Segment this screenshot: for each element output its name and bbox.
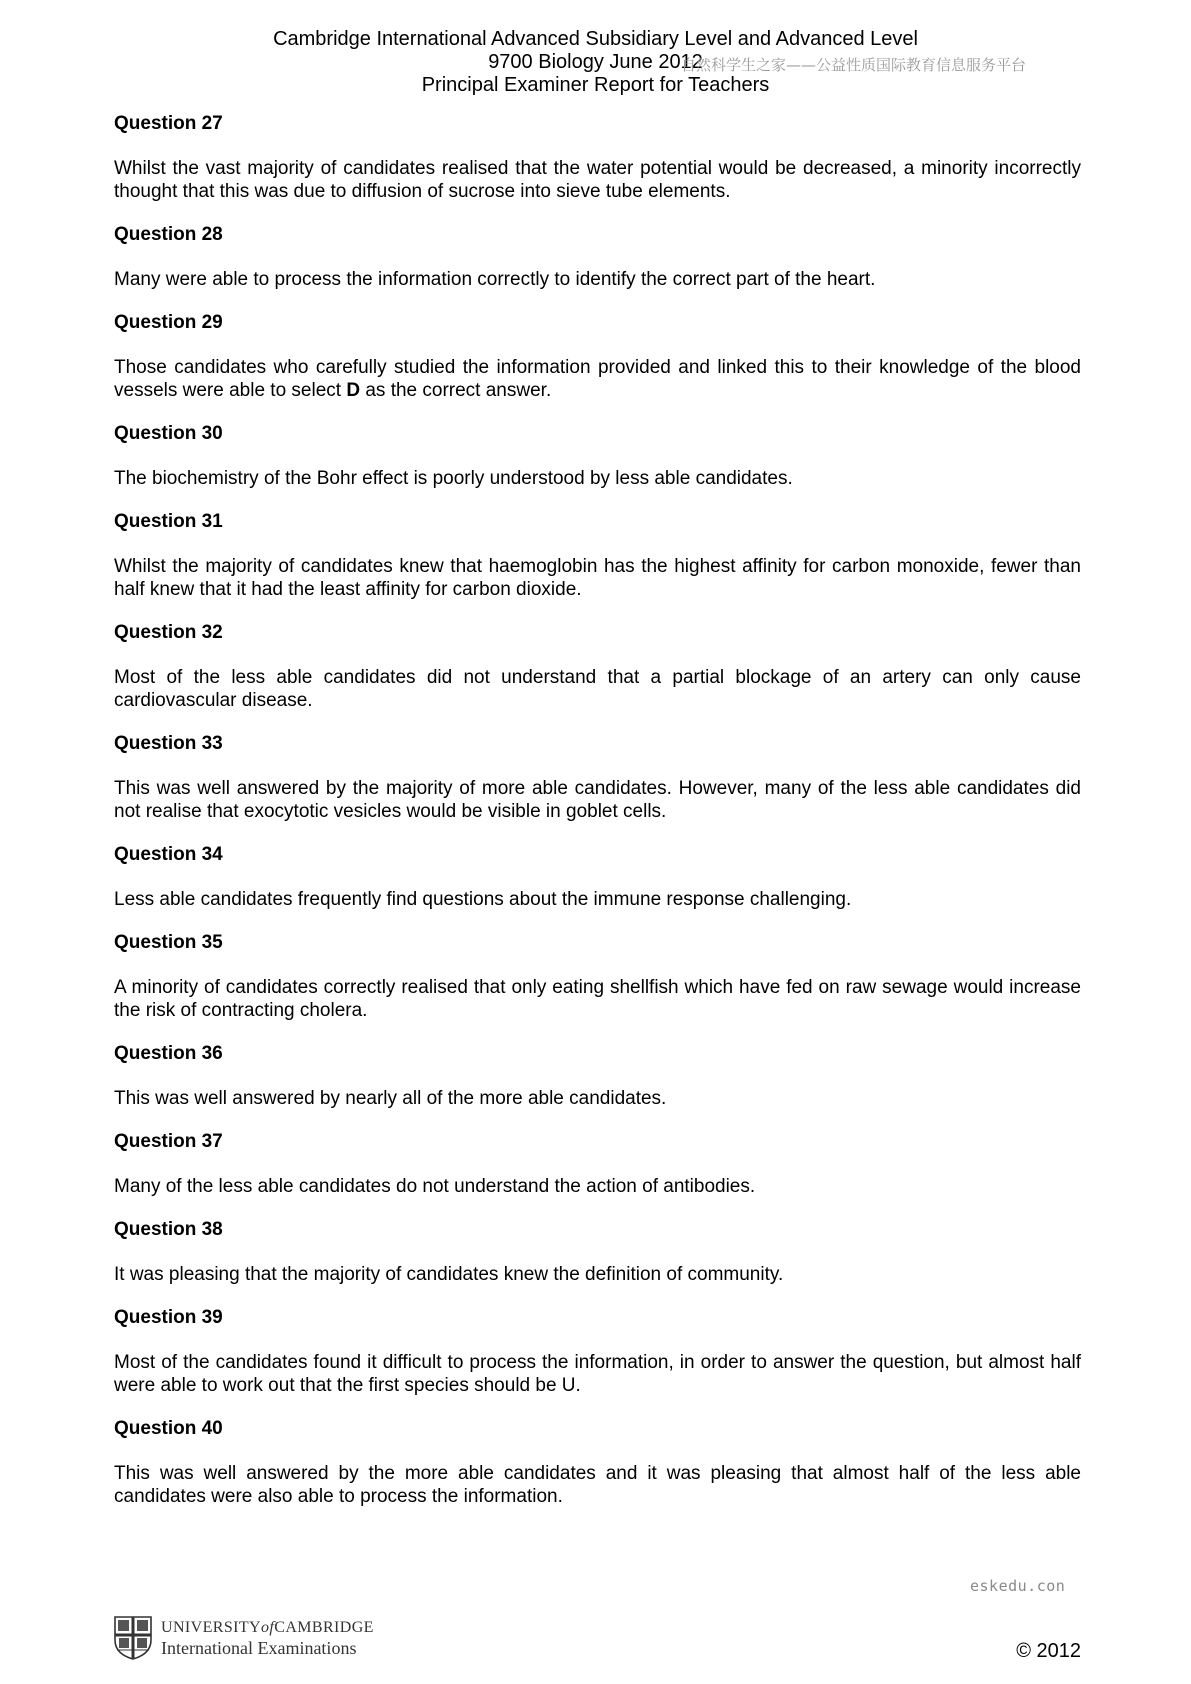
header-subject: 9700 Biology June 2012 [488,51,703,73]
question-section [114,224,1081,291]
question-comment: It was pleasing that the majority of candidates knew the definition of community. [114,1264,784,1285]
question-section [114,1418,1081,1508]
question-heading: Question 30 [114,423,223,444]
question-comment: This was well answered by the more able candidates and it was pleasing that almost half of the less able candidates were also able to process the information. [114,1463,1081,1507]
logo-word-cambridge: CAMBRIDGE [274,1619,374,1636]
question-comment: Many were able to process the information correctly to identify the correct part of the heart. [114,269,876,290]
report-content [114,113,1081,1529]
comment-text: Those candidates who carefully studied the information provided and linked this to their knowledge of the blood vessels were able to select [114,357,1081,401]
question-section [114,1131,1081,1198]
question-section [114,622,1081,712]
question-heading: Question 39 [114,1307,223,1328]
question-comment: The biochemistry of the Bohr effect is poorly understood by less able candidates. [114,468,793,489]
question-comment: This was well answered by nearly all of the more able candidates. [114,1088,667,1109]
question-heading: Question 31 [114,511,223,532]
header-report-type: Principal Examiner Report for Teachers [421,74,770,96]
question-section [114,511,1081,601]
watermark-text: 自然科学生之家——公益性质国际教育信息服务平台 [681,56,1027,74]
question-comment: Whilst the majority of candidates knew that haemoglobin has the highest affinity for carbon monoxide, fewer than half knew that it had the least affinity for carbon dioxide. [114,556,1081,600]
question-heading: Question 35 [114,932,223,953]
comment-text: as the correct answer. [360,380,552,401]
question-heading: Question 36 [114,1043,223,1064]
question-comment: Less able candidates frequently find questions about the immune response challenging. [114,889,852,910]
logo-examinations-line: International Examinations [161,1638,357,1658]
question-comment: Whilst the vast majority of candidates realised that the water potential would be decreased, a minority incorrectly thought that this was due to diffusion of sucrose into sieve tube elements. [114,158,1081,202]
logo-word-university: UNIVERSITY [161,1619,261,1636]
question-section [114,844,1081,911]
question-heading: Question 29 [114,312,223,333]
site-watermark: eskedu.con [970,1577,1066,1595]
question-comment: This was well answered by the majority of more able candidates. However, many of the less able candidates did not realise that exocytotic vesicles would be visible in goblet cells. [114,778,1081,822]
question-section [114,1307,1081,1397]
question-section [114,733,1081,823]
question-heading: Question 33 [114,733,223,754]
question-section [114,1219,1081,1286]
cambridge-shield-icon [114,1616,152,1660]
question-heading: Question 28 [114,224,223,245]
question-comment: Most of the less able candidates did not understand that a partial blockage of an artery can only cause cardiovascular disease. [114,667,1081,711]
question-section [114,113,1081,203]
logo-word-of: of [261,1619,275,1636]
copyright-notice: © 2012 [1016,1640,1081,1662]
question-heading: Question 34 [114,844,223,865]
question-section [114,932,1081,1022]
question-comment: A minority of candidates correctly realised that only eating shellfish which have fed on raw sewage would increase the risk of contracting cholera. [114,977,1081,1021]
question-section [114,423,1081,490]
question-heading: Question 32 [114,622,223,643]
question-heading: Question 38 [114,1219,223,1240]
question-heading: Question 27 [114,113,223,134]
question-heading: Question 37 [114,1131,223,1152]
answer-letter: D [346,380,361,401]
question-section [114,312,1081,402]
logo-wordmark [161,1618,374,1658]
question-section [114,1043,1081,1110]
header-title: Cambridge International Advanced Subsidiary Level and Advanced Level [273,28,918,50]
question-comment: Most of the candidates found it difficult to process the information, in order to answer the question, but almost half were able to work out that the first species should be U. [114,1352,1081,1396]
logo-university-line [161,1618,374,1638]
cambridge-logo [114,1616,374,1660]
question-comment [114,356,1081,402]
question-heading: Question 40 [114,1418,223,1439]
question-comment: Many of the less able candidates do not understand the action of antibodies. [114,1176,756,1197]
